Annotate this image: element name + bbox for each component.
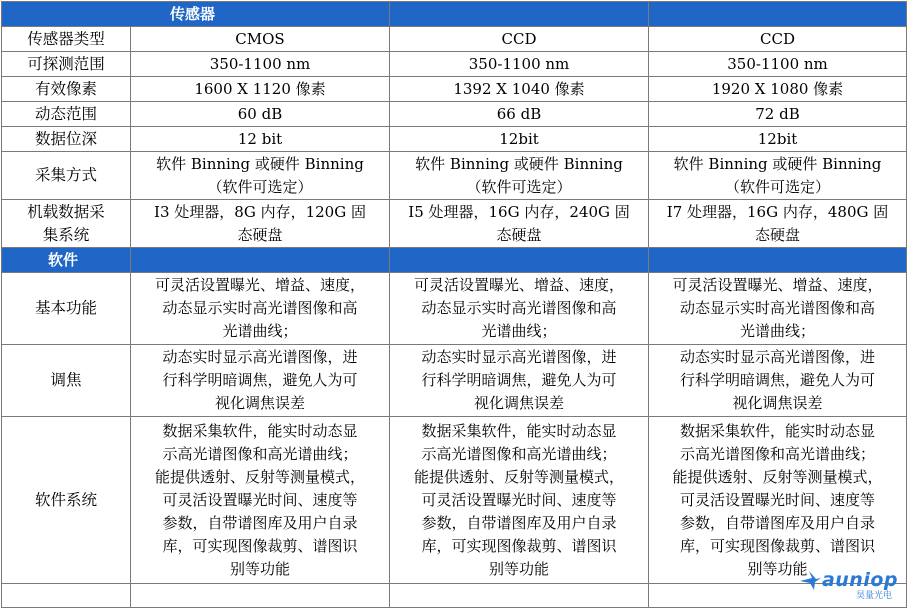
cell-line: 参数，自带谱图库及用户自录 [680, 513, 876, 532]
cell-line: 可灵活设置曝光时间、速度等 [421, 490, 617, 509]
section-header-cell [390, 248, 649, 273]
cell-line: 动态实时显示高光谱图像，进 [680, 348, 876, 366]
cell-line: 参数，自带谱图库及用户自录 [162, 513, 358, 532]
cell-line: 动态显示实时高光谱图像和高 [680, 299, 876, 317]
cell-line: 数据采集软件，能实时动态显 [162, 421, 358, 440]
cell-line: 视化调焦误差 [474, 394, 565, 412]
table-row [2, 52, 907, 77]
cell-line: I7 处理器，16G 内存，480G 固 [666, 202, 889, 221]
table-cell: 350-1100 nm [649, 52, 907, 77]
table-cell [390, 584, 649, 608]
cell-line: 视化调焦误差 [215, 394, 306, 412]
cell-line: 软件 Binning 或硬件 Binning [673, 154, 882, 173]
cell-line: 别等功能 [489, 559, 550, 578]
cell-line: 能提供透射、反射等测量模式， [155, 467, 366, 486]
row-label: 调焦 [2, 345, 131, 417]
table-row [2, 102, 907, 127]
table-row [2, 417, 907, 584]
cell-line: 库，可实现图像裁剪、谱图识 [162, 536, 358, 555]
section-header-cell [390, 2, 649, 27]
cell-line: 态硬盘 [496, 225, 542, 244]
logo-subtext: 昊量光电 [855, 591, 892, 601]
cell-line: 行科学明暗调焦，避免人为可 [421, 371, 617, 389]
table-row-empty [2, 584, 907, 608]
table-cell [131, 152, 390, 200]
row-label: 动态范围 [2, 102, 131, 127]
cell-line: 软件 Binning 或硬件 Binning [415, 154, 623, 173]
table-row [2, 27, 907, 52]
cell-line: 能提供透射、反射等测量模式， [672, 467, 883, 486]
cell-line: 软件 Binning 或硬件 Binning [156, 154, 364, 173]
table-cell: CCD [649, 27, 907, 52]
section-title-software: 软件 [2, 248, 131, 273]
table-cell: 1920 X 1080 像素 [649, 77, 907, 102]
table-cell: 72 dB [649, 102, 907, 127]
cell-line: 库，可实现图像裁剪、谱图识 [421, 536, 617, 555]
cell-line: 能提供透射、反射等测量模式， [414, 467, 625, 486]
brand-logo [798, 569, 898, 602]
table-cell: 1392 X 1040 像素 [390, 77, 649, 102]
row-label: 采集方式 [2, 152, 131, 200]
row-label: 可探测范围 [2, 52, 131, 77]
cell-line: 动态显示实时高光谱图像和高 [421, 299, 617, 317]
section-header-cell [649, 2, 907, 27]
table-cell [390, 152, 649, 200]
row-label [2, 200, 131, 248]
cell-line: 机载数据采 [27, 202, 105, 221]
logo-wordmark: auniop [821, 569, 898, 591]
cell-line: 视化调焦误差 [732, 394, 823, 412]
table-cell [390, 273, 649, 345]
cell-line: 行科学明暗调焦，避免人为可 [162, 371, 358, 389]
section-header-cell [131, 248, 390, 273]
cell-line: 态硬盘 [237, 225, 283, 244]
cell-line: （软件可选定） [466, 177, 572, 196]
table-cell [390, 417, 649, 584]
cell-line: 可灵活设置曝光、增益、速度， [155, 276, 366, 294]
cell-line: 库，可实现图像裁剪、谱图识 [680, 536, 876, 555]
table-cell [649, 200, 907, 248]
cell-line: 动态实时显示高光谱图像，进 [421, 348, 617, 366]
table-cell: 1600 X 1120 像素 [131, 77, 390, 102]
table-cell [649, 417, 907, 584]
row-label: 传感器类型 [2, 27, 131, 52]
cell-line: 动态实时显示高光谱图像，进 [162, 348, 358, 366]
section-header-software [2, 248, 907, 273]
row-label: 数据位深 [2, 127, 131, 152]
table-row [2, 77, 907, 102]
table-cell [649, 152, 907, 200]
cell-line: （软件可选定） [725, 177, 831, 196]
cell-line: 示高光谱图像和高光谱曲线； [421, 444, 617, 463]
cell-line: 示高光谱图像和高光谱曲线； [680, 444, 876, 463]
cell-line: 别等功能 [230, 559, 291, 578]
table-cell [131, 345, 390, 417]
table-cell: 12 bit [131, 127, 390, 152]
table-cell: CMOS [131, 27, 390, 52]
cell-line: 数据采集软件，能实时动态显 [680, 421, 876, 440]
cell-line: 参数，自带谱图库及用户自录 [421, 513, 617, 532]
table-cell [649, 345, 907, 417]
table-row [2, 152, 907, 200]
cell-line: I5 处理器，16G 内存，240G 固 [408, 202, 630, 221]
table-cell: 350-1100 nm [390, 52, 649, 77]
table-row [2, 345, 907, 417]
table-row [2, 127, 907, 152]
section-title-sensor: 传感器 [2, 2, 390, 27]
table-cell [131, 273, 390, 345]
spec-table [1, 1, 907, 608]
cell-line: 光谱曲线； [481, 322, 557, 340]
table-cell: 350-1100 nm [131, 52, 390, 77]
table-cell [131, 200, 390, 248]
cell-line: 数据采集软件，能实时动态显 [421, 421, 617, 440]
table-cell [131, 417, 390, 584]
section-header-sensor [2, 2, 907, 27]
star-swoosh-icon [798, 569, 822, 591]
cell-line: 光谱曲线； [740, 322, 816, 340]
table-cell: 66 dB [390, 102, 649, 127]
table-cell [649, 273, 907, 345]
cell-line: 动态显示实时高光谱图像和高 [162, 299, 358, 317]
cell-line: 可灵活设置曝光时间、速度等 [680, 490, 876, 509]
row-label: 基本功能 [2, 273, 131, 345]
cell-line: （软件可选定） [207, 177, 313, 196]
row-label: 软件系统 [2, 417, 131, 584]
table-row [2, 200, 907, 248]
cell-line: I3 处理器，8G 内存，120G 固 [154, 202, 366, 221]
cell-line: 行科学明暗调焦，避免人为可 [680, 371, 876, 389]
table-cell: CCD [390, 27, 649, 52]
cell-line: 可灵活设置曝光时间、速度等 [162, 490, 358, 509]
table-cell [390, 345, 649, 417]
cell-line: 示高光谱图像和高光谱曲线； [162, 444, 358, 463]
table-cell: 12bit [649, 127, 907, 152]
section-header-cell [649, 248, 907, 273]
cell-line: 光谱曲线； [222, 322, 298, 340]
table-row [2, 273, 907, 345]
cell-line: 可灵活设置曝光、增益、速度， [672, 276, 883, 294]
cell-line: 别等功能 [747, 559, 808, 578]
table-cell: 12bit [390, 127, 649, 152]
cell-line: 态硬盘 [755, 225, 801, 244]
cell-line: 集系统 [42, 225, 90, 244]
table-cell [131, 584, 390, 608]
table-cell [390, 200, 649, 248]
table-cell: 60 dB [131, 102, 390, 127]
cell-line: 可灵活设置曝光、增益、速度， [414, 276, 625, 294]
table-cell [2, 584, 131, 608]
row-label: 有效像素 [2, 77, 131, 102]
